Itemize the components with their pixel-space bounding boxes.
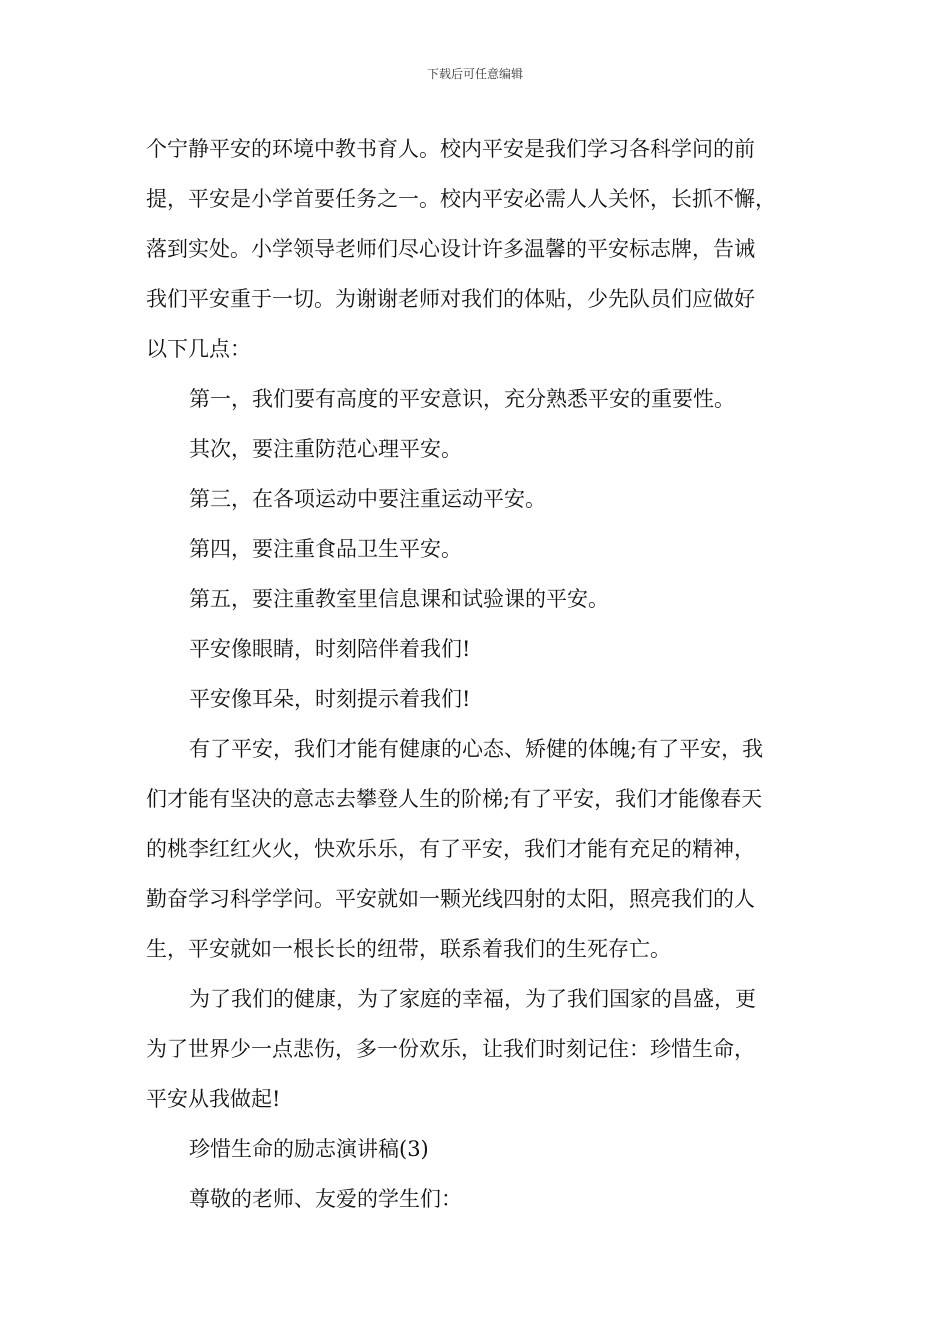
text-line: 落到实处。小学领导老师们尽心设计许多温馨的平安标志牌，告诫 [146,237,755,261]
text-line: 其次，要注重防范心理平安。 [189,437,462,461]
text-line: 第五，要注重教室里信息课和试验课的平安。 [189,587,609,611]
page-header: 下载后可任意编辑 [426,67,523,81]
text-line: 勤奋学习科学学问。平安就如一颗光线四射的太阳，照亮我们的人 [146,887,755,911]
text-line: 珍惜生命的励志演讲稿(3) [189,1137,429,1161]
text-line: 平安像耳朵，时刻提示着我们! [189,687,471,711]
text-line: 第四，要注重食品卫生平安。 [189,537,462,561]
document-body [146,124,806,1224]
text-line: 提，平安是小学首要任务之一。校内平安必需人人关怀，长抓不懈， [146,187,776,211]
text-line: 我们平安重于一切。为谢谢老师对我们的体贴，少先队员们应做好 [146,287,755,311]
text-line: 平安从我做起! [146,1087,281,1111]
text-line: 个宁静平安的环境中教书育人。校内平安是我们学习各科学问的前 [146,137,755,161]
text-line: 有了平安，我们才能有健康的心态、矫健的体魄;有了平安，我 [189,737,764,761]
text-line: 为了世界少一点悲伤，多一份欢乐，让我们时刻记住：珍惜生命， [146,1037,755,1061]
text-line: 平安像眼睛，时刻陪伴着我们! [189,637,471,661]
text-line: 为了我们的健康，为了家庭的幸福，为了我们国家的昌盛，更 [189,987,756,1011]
text-line: 尊敬的老师、友爱的学生们： [189,1187,462,1211]
text-line: 的桃李红红火火，快欢乐乐，有了平安，我们才能有充足的精神， [146,837,755,861]
text-line: 们才能有坚决的意志去攀登人生的阶梯;有了平安，我们才能像春天 [146,787,763,811]
text-line: 第一，我们要有高度的平安意识，充分熟悉平安的重要性。 [189,387,735,411]
text-line: 第三，在各项运动中要注重运动平安。 [189,487,546,511]
text-line: 以下几点： [146,337,251,361]
text-line: 生，平安就如一根长长的纽带，联系着我们的生死存亡。 [146,937,671,961]
